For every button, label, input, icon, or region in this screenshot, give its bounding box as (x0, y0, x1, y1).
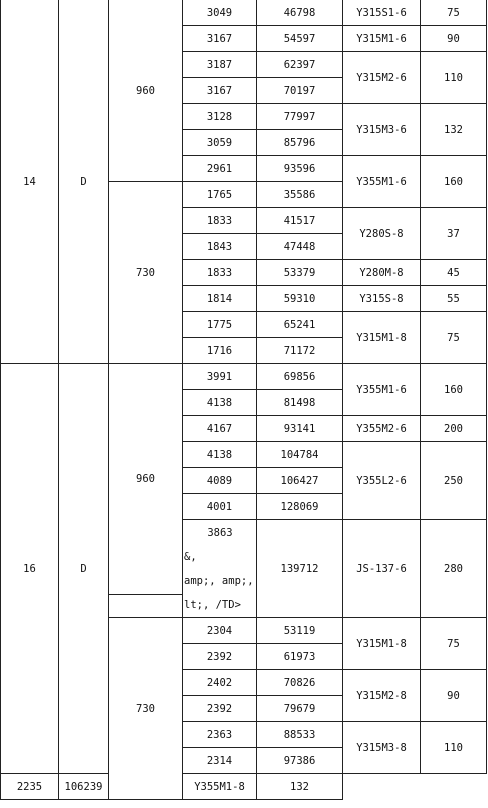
flow-cell: 70826 (257, 670, 343, 696)
power-cell: 55 (421, 286, 487, 312)
flow-cell: 41517 (257, 208, 343, 234)
motor-model-cell: Y315M3-6 (343, 104, 421, 156)
pressure-cell: 4138 (183, 442, 257, 468)
motor-model-cell: Y315M1-8 (343, 312, 421, 364)
pressure-cell: 2363 (183, 722, 257, 748)
pressure-cell: 2392 (183, 696, 257, 722)
pressure-cell: 2392 (183, 644, 257, 670)
note-text-line: &, (184, 550, 197, 563)
pressure-cell: 1775 (183, 312, 257, 338)
power-cell: 90 (421, 26, 487, 52)
power-cell: 280 (421, 520, 487, 618)
note-text-line: lt;, /TD> (184, 598, 241, 611)
pressure-note-cell (183, 520, 257, 618)
flow-cell: 53119 (257, 618, 343, 644)
power-cell: 75 (421, 618, 487, 670)
motor-model-cell: Y315M3-8 (343, 722, 421, 774)
power-cell: 75 (421, 0, 487, 26)
speed-cell: 960 (109, 0, 183, 182)
flow-cell: 47448 (257, 234, 343, 260)
motor-model-cell: Y280S-8 (343, 208, 421, 260)
flow-cell: 70197 (257, 78, 343, 104)
flow-cell: 62397 (257, 52, 343, 78)
speed-cell: 730 (109, 182, 183, 364)
flow-cell: 139712 (257, 520, 343, 618)
motor-model-cell: Y315M1-6 (343, 26, 421, 52)
flow-cell: 35586 (257, 182, 343, 208)
speed-cell: 960 (109, 364, 183, 595)
motor-model-cell: Y355M1-6 (343, 156, 421, 208)
pressure-cell: 2235 (1, 774, 59, 800)
flow-cell: 79679 (257, 696, 343, 722)
flow-cell: 71172 (257, 338, 343, 364)
flow-cell: 106239 (59, 774, 109, 800)
flow-cell: 106427 (257, 468, 343, 494)
power-cell: 132 (421, 104, 487, 156)
pressure-cell: 1843 (183, 234, 257, 260)
pressure-cell: 1833 (183, 208, 257, 234)
pressure-cell: 3128 (183, 104, 257, 130)
pressure-value: 3863 (207, 526, 233, 539)
note-text-line: amp;, amp;, (184, 574, 254, 587)
flow-cell: 77997 (257, 104, 343, 130)
motor-model-cell: Y355M1-6 (343, 364, 421, 416)
pressure-cell: 1814 (183, 286, 257, 312)
pressure-cell: 1716 (183, 338, 257, 364)
flow-cell: 88533 (257, 722, 343, 748)
power-cell: 160 (421, 156, 487, 208)
pressure-cell: 2314 (183, 748, 257, 774)
flow-cell: 93596 (257, 156, 343, 182)
flow-cell: 61973 (257, 644, 343, 670)
motor-model-cell: Y280M-8 (343, 260, 421, 286)
power-cell: 110 (421, 52, 487, 104)
flow-cell: 65241 (257, 312, 343, 338)
pressure-cell: 4001 (183, 494, 257, 520)
flow-cell: 59310 (257, 286, 343, 312)
table-row (1, 774, 487, 800)
power-cell: 37 (421, 208, 487, 260)
flow-cell: 128069 (257, 494, 343, 520)
flow-cell: 46798 (257, 0, 343, 26)
pressure-cell: 2961 (183, 156, 257, 182)
pressure-cell: 4167 (183, 416, 257, 442)
drive-type-cell: D (59, 364, 109, 774)
power-cell: 90 (421, 670, 487, 722)
pressure-cell: 2402 (183, 670, 257, 696)
pressure-cell: 3187 (183, 52, 257, 78)
power-cell: 75 (421, 312, 487, 364)
speed-cell: 730 (109, 618, 183, 800)
pressure-cell: 3991 (183, 364, 257, 390)
motor-model-cell: Y315S1-6 (343, 0, 421, 26)
table-row (1, 364, 487, 390)
motor-model-cell: JS-137-6 (343, 520, 421, 618)
flow-cell: 104784 (257, 442, 343, 468)
table-row (1, 0, 487, 26)
power-cell: 132 (257, 774, 343, 800)
motor-model-cell: Y315M2-6 (343, 52, 421, 104)
pressure-cell: 3167 (183, 26, 257, 52)
flow-cell: 81498 (257, 390, 343, 416)
power-cell: 110 (421, 722, 487, 774)
flow-cell: 85796 (257, 130, 343, 156)
power-cell: 45 (421, 260, 487, 286)
power-cell: 200 (421, 416, 487, 442)
pressure-cell: 4089 (183, 468, 257, 494)
motor-model-cell: Y315M2-8 (343, 670, 421, 722)
motor-model-cell: Y355M2-6 (343, 416, 421, 442)
pressure-cell: 2304 (183, 618, 257, 644)
motor-model-cell: Y355M1-8 (183, 774, 257, 800)
motor-model-cell: Y315M1-8 (343, 618, 421, 670)
pressure-cell: 3049 (183, 0, 257, 26)
model-number-cell: 14 (1, 0, 59, 364)
flow-cell: 53379 (257, 260, 343, 286)
power-cell: 160 (421, 364, 487, 416)
motor-model-cell: Y355L2-6 (343, 442, 421, 520)
pressure-cell: 4138 (183, 390, 257, 416)
flow-cell: 69856 (257, 364, 343, 390)
model-number-cell: 16 (1, 364, 59, 774)
flow-cell: 97386 (257, 748, 343, 774)
pressure-cell: 3167 (183, 78, 257, 104)
pressure-cell: 1765 (183, 182, 257, 208)
power-cell: 250 (421, 442, 487, 520)
flow-cell: 54597 (257, 26, 343, 52)
flow-cell: 93141 (257, 416, 343, 442)
motor-model-cell: Y315S-8 (343, 286, 421, 312)
pressure-cell: 1833 (183, 260, 257, 286)
drive-type-cell: D (59, 0, 109, 364)
pressure-cell: 3059 (183, 130, 257, 156)
